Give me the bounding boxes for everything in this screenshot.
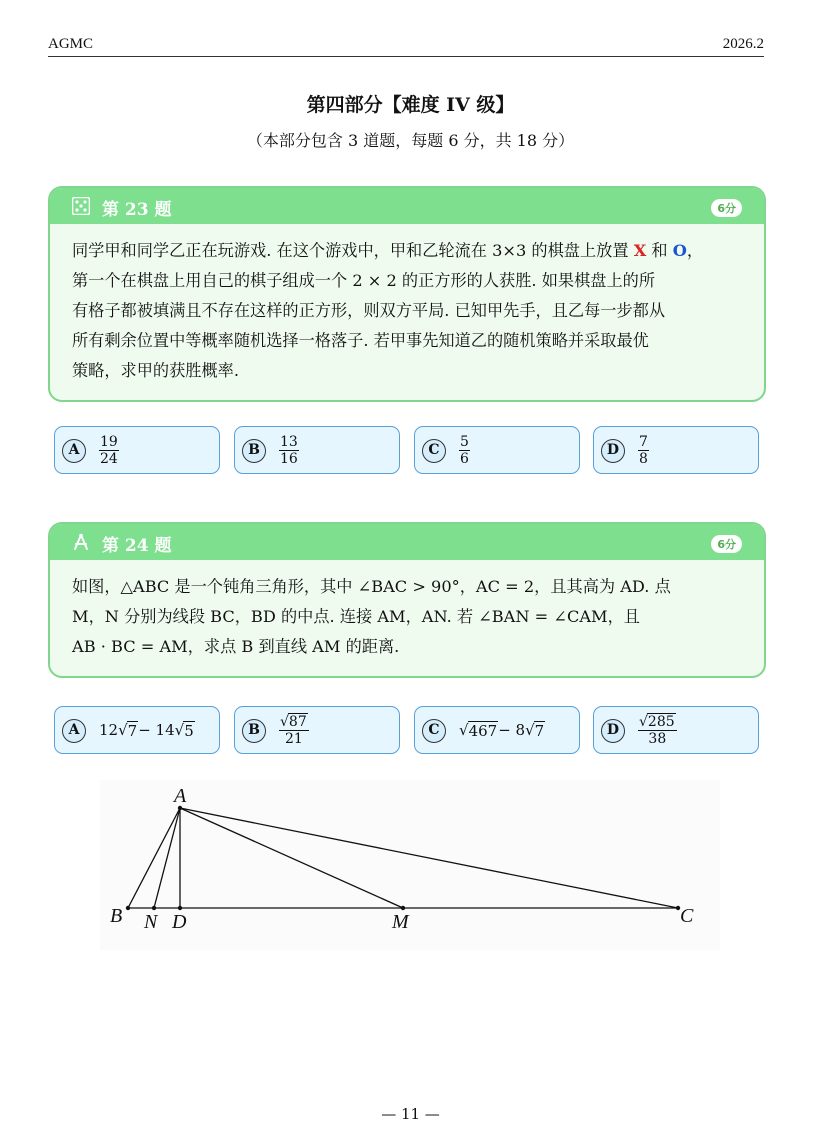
q23-line2: 第一个在棋盘上用自己的棋子组成一个 2 × 2 的正方形的人获胜. 如果棋盘上的所	[72, 271, 656, 290]
q23-line3: 有格子都被填满且不存在这样的正方形，则双方平局. 已知甲先手，且乙每一步都从	[72, 301, 666, 320]
label-n: N	[144, 911, 158, 933]
q24-line1: 如图，△ABC 是一个钝角三角形，其中 ∠BAC > 90°，AC = 2，且其高为 AD. 点	[72, 577, 671, 596]
q24-option-d[interactable]	[593, 706, 759, 754]
label-m: M	[392, 911, 409, 933]
option-letter: D	[601, 439, 625, 463]
triangle-figure	[100, 780, 720, 950]
page-number: — 11 —	[381, 1105, 440, 1123]
q23-option-c[interactable]	[414, 426, 580, 474]
header-brand: AGMC	[48, 36, 94, 52]
question-24-header	[50, 524, 764, 560]
option-letter: B	[242, 439, 266, 463]
compass-ruler-icon	[72, 533, 90, 551]
x-mark: X	[633, 241, 647, 260]
label-d: D	[172, 911, 187, 933]
point-n	[152, 906, 156, 910]
page-header	[48, 34, 764, 57]
q23-line1-end: ，	[686, 241, 704, 260]
question-23-points-badge: 6分	[711, 199, 742, 217]
header-date: 2026.2	[722, 36, 764, 52]
label-c: C	[680, 905, 694, 927]
option-fraction: $\frac{13}{16}$	[280, 433, 298, 467]
q23-option-d[interactable]	[593, 426, 759, 474]
q23-option-a[interactable]	[54, 426, 220, 474]
q24-option-a[interactable]	[54, 706, 220, 754]
question-23-text	[50, 224, 764, 400]
option-letter: C	[422, 439, 446, 463]
q24-line3: AB · BC = AM，求点 B 到直线 AM 的距离.	[72, 637, 400, 656]
q24-line2: M，N 分别为线段 BC，BD 的中点. 连接 AM，AN. 若 ∠BAN = ∠CAM，且	[72, 607, 640, 626]
part-subtitle: （本部分包含 3 道题，每题 6 分，共 18 分）	[246, 131, 575, 150]
point-b	[126, 906, 130, 910]
label-b: B	[110, 905, 123, 927]
q24-option-b[interactable]	[234, 706, 400, 754]
question-23-header	[50, 188, 764, 224]
label-a: A	[174, 785, 187, 807]
question-23-title: 第 23 题	[102, 200, 172, 220]
question-24-title: 第 24 题	[102, 536, 172, 556]
option-letter: C	[422, 719, 446, 743]
question-24-text	[50, 560, 764, 676]
part-title: 第四部分【难度 IV 级】	[306, 94, 515, 116]
q24-option-c[interactable]	[414, 706, 580, 754]
question-24-box	[48, 522, 766, 678]
point-m	[401, 906, 405, 910]
q23-line1-text: 同学甲和同学乙正在玩游戏. 在这个游戏中，甲和乙轮流在 3×3 的棋盘上放置	[72, 241, 634, 260]
option-fraction: $\frac{7}{8}$	[639, 433, 648, 467]
option-letter: A	[62, 719, 86, 743]
q23-line5: 策略，求甲的获胜概率.	[72, 361, 240, 380]
option-letter: A	[62, 439, 86, 463]
option-value: √ 467 − 8 √ 7	[459, 721, 545, 740]
point-d	[178, 906, 182, 910]
option-fraction: $\frac{5}{6}$	[460, 433, 469, 467]
option-letter: D	[601, 719, 625, 743]
o-mark: O	[672, 241, 687, 260]
q23-option-b[interactable]	[234, 426, 400, 474]
option-value: 12 √ 7 − 14 √ 5	[99, 721, 194, 740]
option-fraction: $\frac{√285}{38}$	[639, 713, 675, 747]
grid-icon	[72, 197, 90, 215]
option-letter: B	[242, 719, 266, 743]
q23-and-text: 和	[646, 241, 673, 260]
q23-line4: 所有剩余位置中等概率随机选择一格落子. 若甲事先知道乙的随机策略并采取最优	[72, 331, 649, 350]
question-24-points-badge: 6分	[711, 535, 742, 553]
option-fraction: $\frac{√87}{21}$	[280, 713, 307, 747]
option-fraction: $\frac{19}{24}$	[100, 433, 118, 467]
question-23-box	[48, 186, 766, 402]
